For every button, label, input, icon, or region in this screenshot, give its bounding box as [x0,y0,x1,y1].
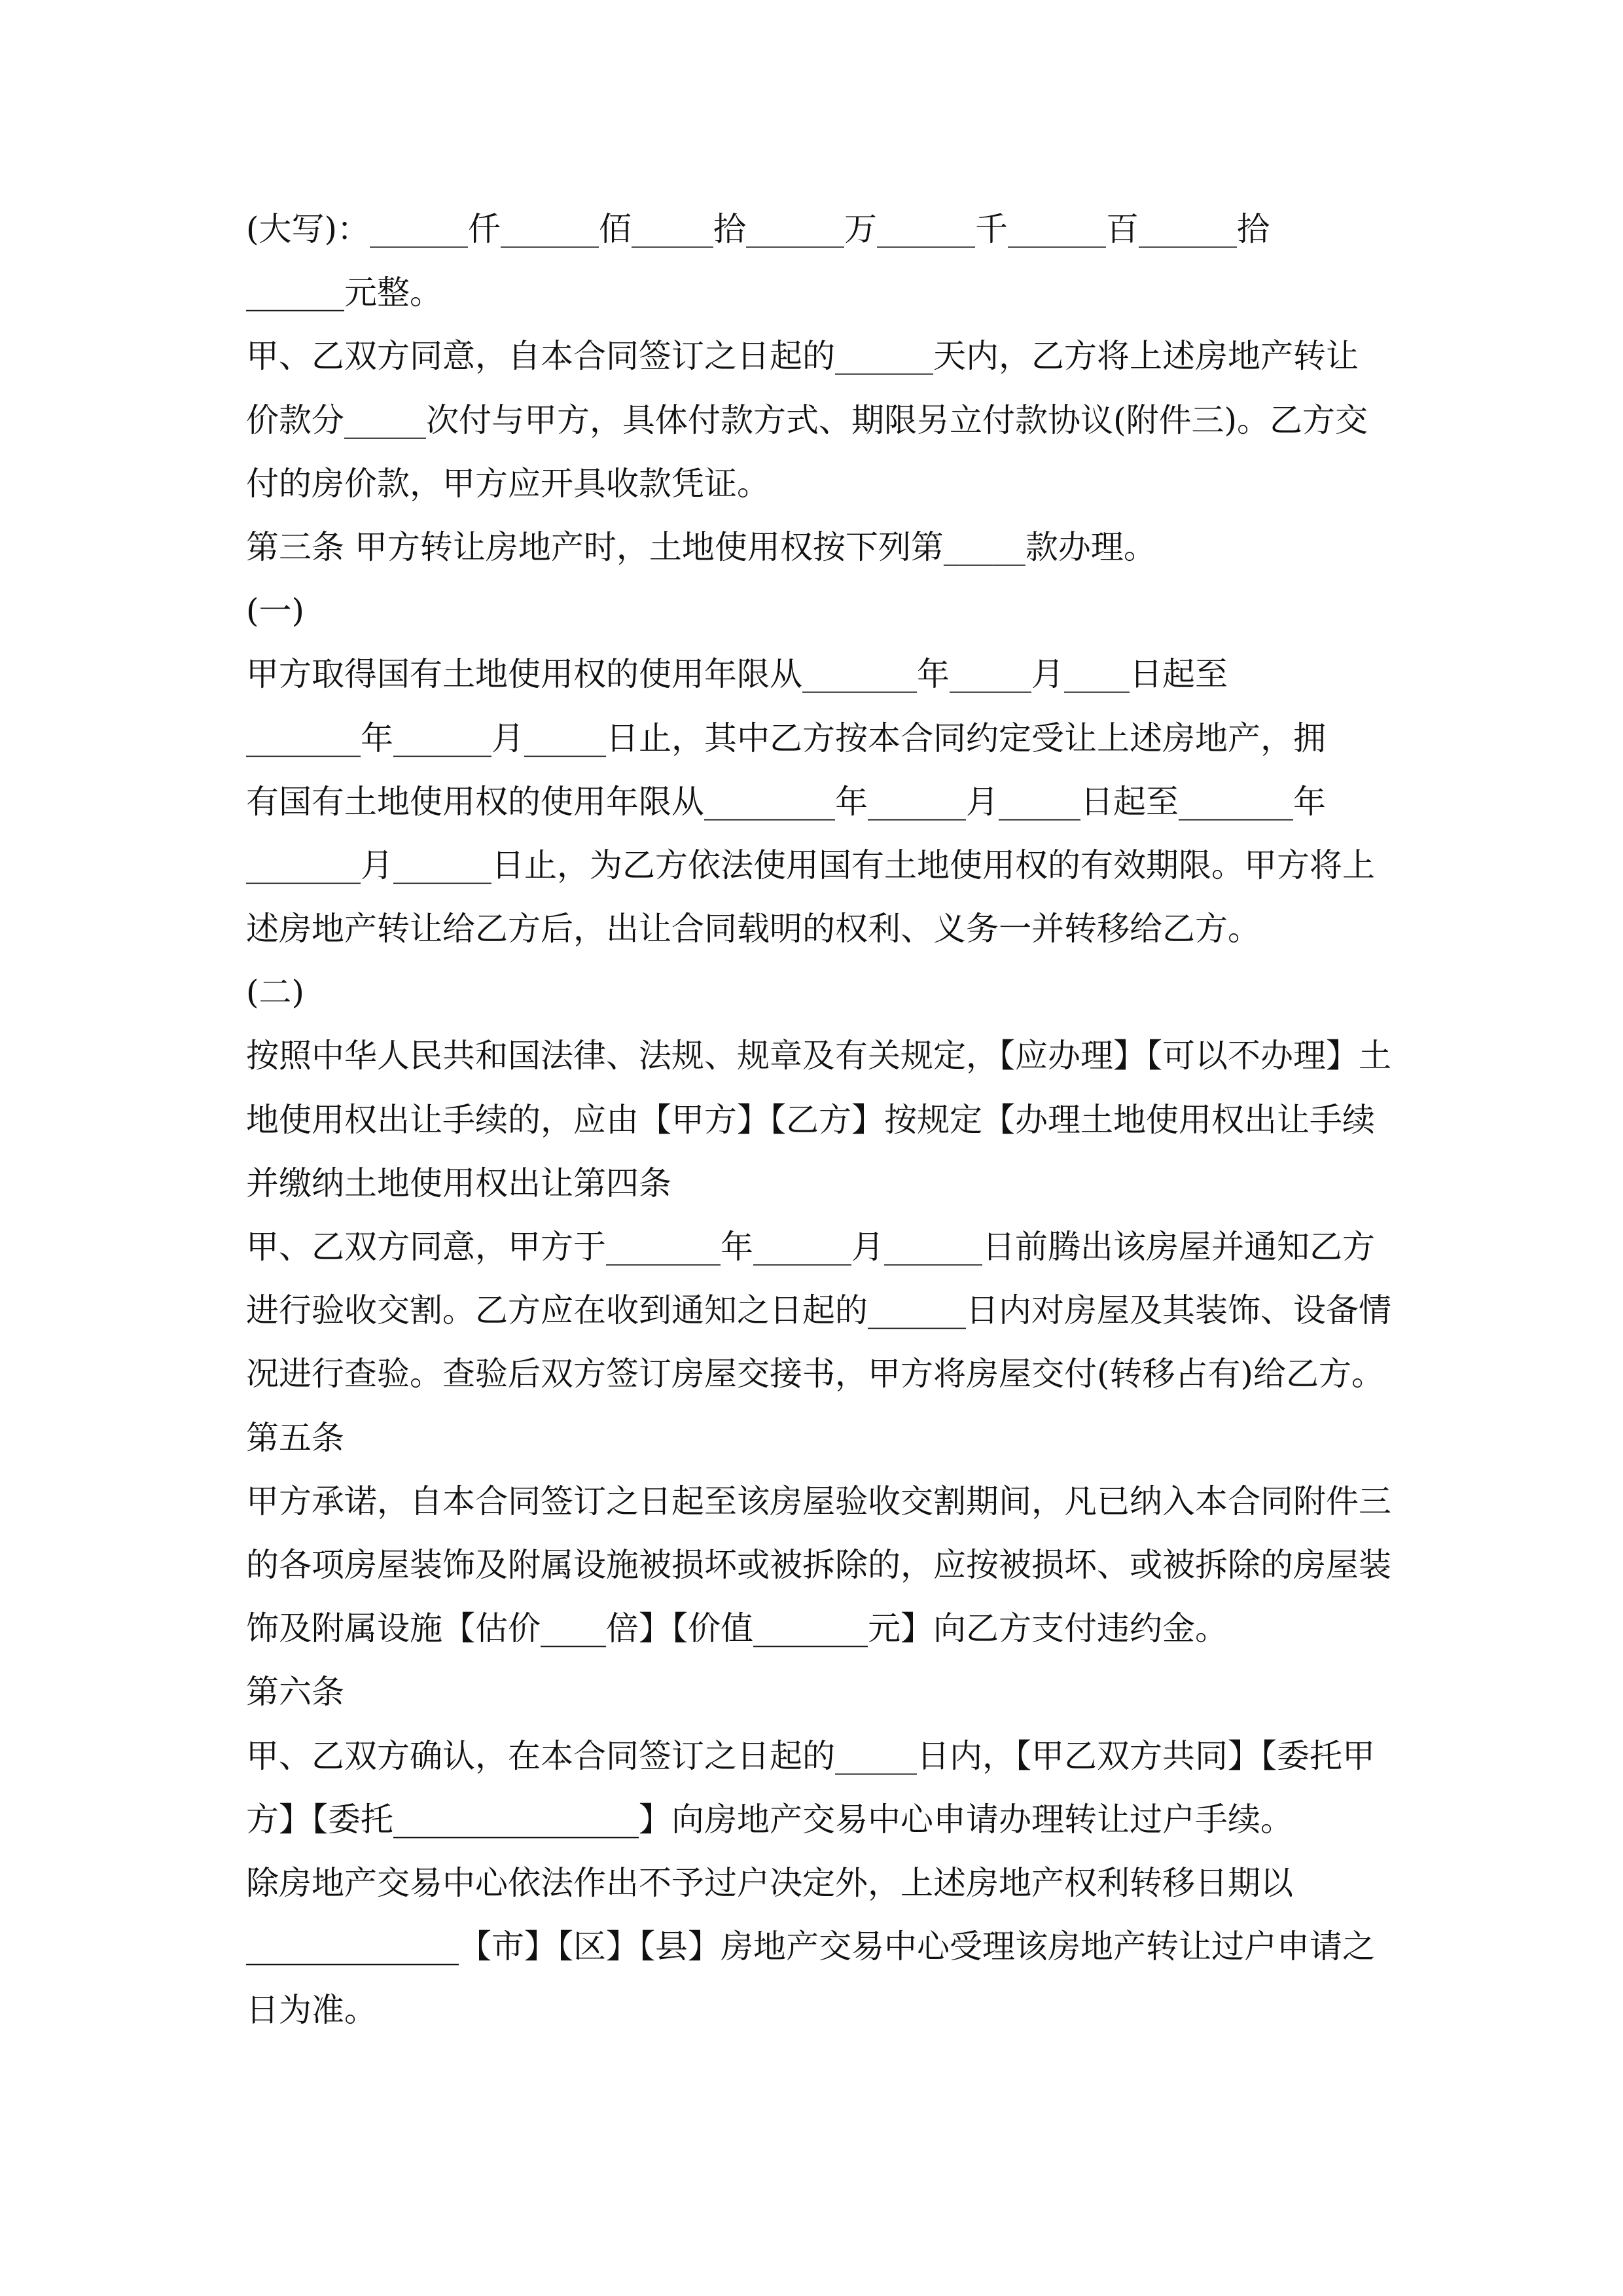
clause-number: (一) [246,592,305,630]
text-line: 价款分_____次付与甲方，具体付款方式、期限另立付款协议(附件三)。乙方交 [246,401,1368,439]
text-line: 方】【委托_______________】向房地产交易中心申请办理转让过户手续。 [246,1800,1293,1839]
text-line: 有国有土地使用权的使用年限从________年______月_____日起至_______年 [246,782,1326,821]
text-line: 甲、乙双方确认，在本合同签订之日起的_____日内，【甲乙双方共同】【委托甲 [246,1736,1375,1775]
text-line: 甲方取得国有土地使用权的使用年限从_______年_____月____日起至 [246,655,1228,694]
text-line: 甲方承诺，自本合同签订之日起至该房屋验收交割期间，凡已纳入本合同附件三 [246,1482,1391,1520]
text-line: 况进行查验。查验后双方签订房屋交接书，甲方将房屋交付(转移占有)给乙方。 [246,1355,1385,1393]
clause-number: (二) [246,973,305,1012]
text-line: 的各项房屋装饰及附属设施被损坏或被拆除的，应按被损坏、或被拆除的房屋装 [246,1545,1391,1584]
text-line: _______年______月_____日止，其中乙方按本合同约定受让上述房地产，拥 [246,719,1326,757]
text-line: _____________【市】【区】【县】房地产交易中心受理该房地产转让过户申请之 [246,1928,1375,1966]
text-line: 除房地产交易中心依法作出不予过户决定外，上述房地产权利转移日期以 [246,1863,1293,1902]
text-line: 日为准。 [246,1991,377,2030]
article-heading: 第六条 [246,1673,344,1712]
text-line: 甲、乙双方同意，自本合同签订之日起的______天内，乙方将上述房地产转让 [246,337,1359,376]
text-line: 饰及附属设施【估价____倍】【价值_______元】向乙方支付违约金。 [246,1609,1228,1648]
text-line: ______元整。 [246,274,442,312]
text-line: 地使用权出让手续的，应由【甲方】【乙方】按规定【办理土地使用权出让手续 [246,1100,1375,1139]
text-line: 甲、乙双方同意，甲方于_______年______月______日前腾出该房屋并通知乙方 [246,1228,1375,1266]
article-heading: 第五条 [246,1418,344,1457]
text-line: 进行验收交割。乙方应在收到通知之日起的______日内对房屋及其装饰、设备情 [246,1291,1391,1330]
document-body [246,198,1418,2042]
article-heading: 第三条 甲方转让房地产时，土地使用权按下列第_____款办理。 [246,528,1156,566]
text-line: 述房地产转让给乙方后，出让合同载明的权利、义务一并转移给乙方。 [246,910,1260,948]
text-line: _______月______日止，为乙方依法使用国有土地使用权的有效期限。甲方将上 [246,846,1375,884]
text-line: 付的房价款，甲方应开具收款凭证。 [246,464,770,503]
text-line: 并缴纳土地使用权出让第四条 [246,1164,671,1202]
text-line: 按照中华人民共和国法律、法规、规章及有关规定，【应办理】【可以不办理】土 [246,1037,1391,1075]
text-line: (大写)：______仟______佰_____拾______万______千______百______拾 [246,210,1270,248]
